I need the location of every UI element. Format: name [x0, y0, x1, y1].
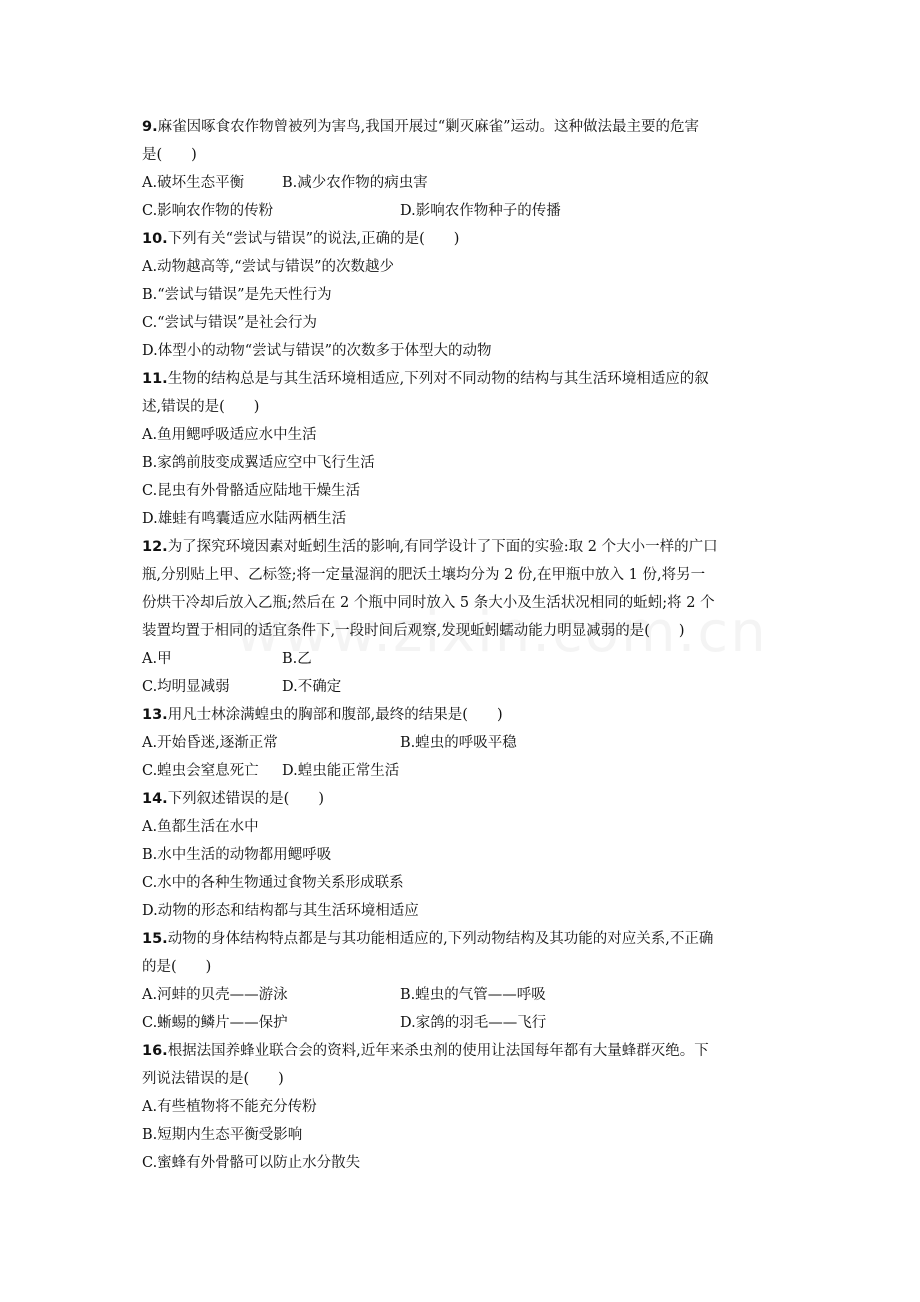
option-a: A.甲	[142, 651, 172, 667]
option-a: A.动物越高等,“尝试与错误”的次数越少	[142, 259, 395, 275]
option-d: D.不确定	[282, 679, 342, 695]
question-15	[142, 925, 782, 1037]
question-9	[142, 113, 782, 225]
option-c: C.“尝试与错误”是社会行为	[142, 315, 318, 331]
question-stem: 列说法错误的是( )	[142, 1071, 284, 1087]
question-stem: 为了探究环境因素对蚯蚓生活的影响,有同学设计了下面的实验:取 2 个大小一样的广口	[167, 539, 718, 555]
question-number: 12.	[142, 539, 168, 555]
option-row	[142, 169, 782, 197]
option-d: D.家鸽的羽毛——飞行	[400, 1015, 547, 1031]
question-stem: 瓶,分别贴上甲、乙标签;将一定量湿润的肥沃土壤均分为 2 份,在甲瓶中放入 1 份,将另一	[142, 567, 706, 583]
option-a: A.开始昏迷,逐渐正常	[142, 735, 278, 751]
question-stem: 麻雀因啄食农作物曾被列为害鸟,我国开展过“剿灭麻雀”运动。这种做法最主要的危害	[157, 119, 700, 135]
question-stem: 是( )	[142, 147, 197, 163]
question-number: 16.	[142, 1043, 168, 1059]
option-b: B.蝗虫的气管——呼吸	[400, 987, 546, 1003]
option-row	[142, 757, 782, 785]
question-stem: 装置均置于相同的适宜条件下,一段时间后观察,发现蚯蚓蠕动能力明显减弱的是( )	[142, 623, 685, 639]
option-b: B.蝗虫的呼吸平稳	[400, 735, 517, 751]
question-stem: 下列有关“尝试与错误”的说法,正确的是( )	[167, 231, 460, 247]
option-d: D.蝗虫能正常生活	[282, 763, 400, 779]
option-c: C.蜥蜴的鳞片——保护	[142, 1015, 288, 1031]
option-row	[142, 981, 782, 1009]
option-d: D.雄蛙有鸣囊适应水陆两栖生活	[142, 511, 347, 527]
option-a: A.破坏生态平衡	[142, 175, 245, 191]
option-c: C.影响农作物的传粉	[142, 203, 274, 219]
option-row	[142, 729, 782, 757]
question-number: 10.	[142, 231, 168, 247]
question-number: 11.	[142, 371, 168, 387]
question-stem: 份烘干冷却后放入乙瓶;然后在 2 个瓶中同时放入 5 条大小及生活状况相同的蚯蚓;将 2 个	[142, 595, 715, 611]
question-11	[142, 365, 782, 533]
question-stem: 下列叙述错误的是( )	[167, 791, 325, 807]
option-row	[142, 645, 782, 673]
option-c: C.蜜蜂有外骨骼可以防止水分散失	[142, 1155, 361, 1171]
question-document	[142, 113, 782, 1177]
option-c: C.蝗虫会窒息死亡	[142, 763, 259, 779]
question-stem: 根据法国养蜂业联合会的资料,近年来杀虫剂的使用让法国每年都有大量蜂群灭绝。下	[167, 1043, 709, 1059]
option-a: A.鱼用鳃呼吸适应水中生活	[142, 427, 317, 443]
option-c: C.水中的各种生物通过食物关系形成联系	[142, 875, 404, 891]
option-a: A.鱼都生活在水中	[142, 819, 259, 835]
question-number: 14.	[142, 791, 168, 807]
question-number: 15.	[142, 931, 168, 947]
option-row	[142, 673, 782, 701]
option-c: C.均明显减弱	[142, 679, 230, 695]
option-b: B.乙	[282, 651, 312, 667]
question-stem: 用凡士林涂满蝗虫的胸部和腹部,最终的结果是( )	[167, 707, 503, 723]
question-number: 13.	[142, 707, 168, 723]
question-number: 9.	[142, 119, 158, 135]
option-b: B.家鸽前肢变成翼适应空中飞行生活	[142, 455, 375, 471]
option-d: D.影响农作物种子的传播	[400, 203, 561, 219]
option-row	[142, 197, 782, 225]
option-b: B.“尝试与错误”是先天性行为	[142, 287, 332, 303]
option-b: B.减少农作物的病虫害	[282, 175, 428, 191]
question-stem: 述,错误的是( )	[142, 399, 260, 415]
option-b: B.水中生活的动物都用鳃呼吸	[142, 847, 332, 863]
question-16	[142, 1037, 782, 1177]
question-stem: 的是( )	[142, 959, 212, 975]
question-stem: 动物的身体结构特点都是与其功能相适应的,下列动物结构及其功能的对应关系,不正确	[167, 931, 714, 947]
option-d: D.体型小的动物“尝试与错误”的次数多于体型大的动物	[142, 343, 492, 359]
option-a: A.有些植物将不能充分传粉	[142, 1099, 317, 1115]
option-b: B.短期内生态平衡受影响	[142, 1127, 303, 1143]
option-row	[142, 1009, 782, 1037]
option-a: A.河蚌的贝壳——游泳	[142, 987, 288, 1003]
question-stem: 生物的结构总是与其生活环境相适应,下列对不同动物的结构与其生活环境相适应的叙	[167, 371, 709, 387]
question-10	[142, 225, 782, 365]
option-c: C.昆虫有外骨骼适应陆地干燥生活	[142, 483, 361, 499]
option-d: D.动物的形态和结构都与其生活环境相适应	[142, 903, 419, 919]
question-13	[142, 701, 782, 785]
question-14	[142, 785, 782, 925]
question-12	[142, 533, 782, 701]
